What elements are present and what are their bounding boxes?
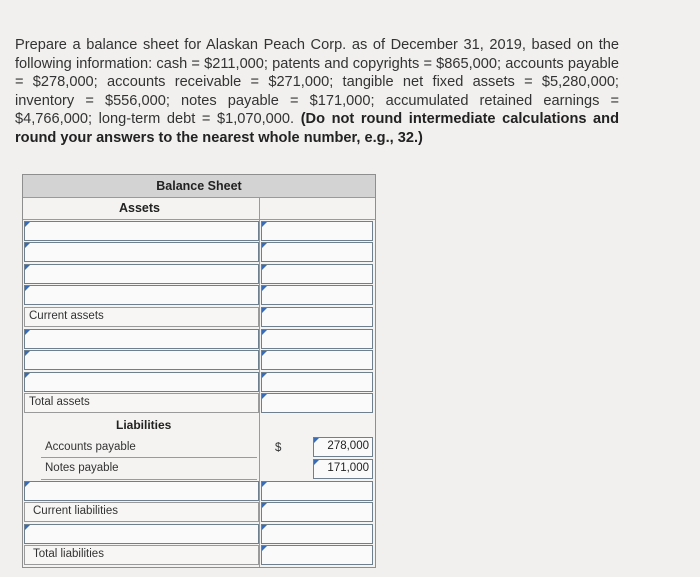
asset-amount-input-5[interactable] [261,329,373,349]
asset-amount-input-3[interactable] [261,264,373,284]
total-liabilities-row [24,545,259,565]
liabilities-heading: Liabilities [116,418,172,432]
asset-amount-input-7[interactable] [261,372,373,392]
asset-label-input-6[interactable] [24,350,259,370]
total-assets-label: Total assets [29,396,90,408]
asset-label-input-3[interactable] [24,264,259,284]
currency-symbol: $ [275,442,282,454]
problem-instruction: (Do not round intermediate calculations and round your answers to the nearest whole number, e.g., 32.) [15,111,620,146]
assets-heading-row [23,198,375,220]
current-liabilities-amount-input[interactable] [261,502,373,522]
assets-heading: Assets [119,201,160,215]
notes-payable-amount-input[interactable] [313,459,373,479]
balance-sheet-title: Balance Sheet [23,175,375,198]
asset-amount-input-4[interactable] [261,285,373,305]
total-assets-row [24,393,259,413]
accounts-payable-underline [41,457,257,458]
total-liabilities-amount-input[interactable] [261,545,373,565]
total-liabilities-label: Total liabilities [33,548,104,560]
notes-payable-underline [41,479,257,480]
total-assets-amount-input[interactable] [261,393,373,413]
accounts-payable-label: Accounts payable [45,441,136,453]
current-assets-row [24,307,259,327]
problem-text: Prepare a balance sheet for Alaskan Peach Corp. as of December 31, 2019, based on the following information: cash = $211,000; patents and copyrights = $865,000; accounts payable = $278,000; accounts receivable = $271,000; tangible net fixed assets = $5,280,000; inventory = $556,000; notes payable = $171,000; accumulated retained earnings = $4,766,000; long-term debt = $1,070,000. [15,37,619,128]
asset-amount-input-1[interactable] [261,221,373,241]
asset-label-input-2[interactable] [24,242,259,262]
liability-label-input-2[interactable] [24,524,259,544]
asset-label-input-1[interactable] [24,221,259,241]
asset-amount-input-6[interactable] [261,350,373,370]
liability-amount-input-1[interactable] [261,481,373,501]
current-liabilities-label: Current liabilities [33,505,119,517]
asset-label-input-5[interactable] [24,329,259,349]
problem-statement [15,36,619,148]
notes-payable-value: 171,000 [327,462,369,474]
asset-label-input-4[interactable] [24,285,259,305]
column-divider [259,198,260,567]
liability-amount-input-2[interactable] [261,524,373,544]
liability-label-input-1[interactable] [24,481,259,501]
current-liabilities-row [24,502,259,522]
notes-payable-label: Notes payable [45,462,119,474]
asset-label-input-7[interactable] [24,372,259,392]
current-assets-amount-input[interactable] [261,307,373,327]
accounts-payable-amount-input[interactable] [313,437,373,457]
accounts-payable-value: 278,000 [327,440,369,452]
balance-sheet-table [22,174,376,568]
asset-amount-input-2[interactable] [261,242,373,262]
current-assets-label: Current assets [29,310,104,322]
